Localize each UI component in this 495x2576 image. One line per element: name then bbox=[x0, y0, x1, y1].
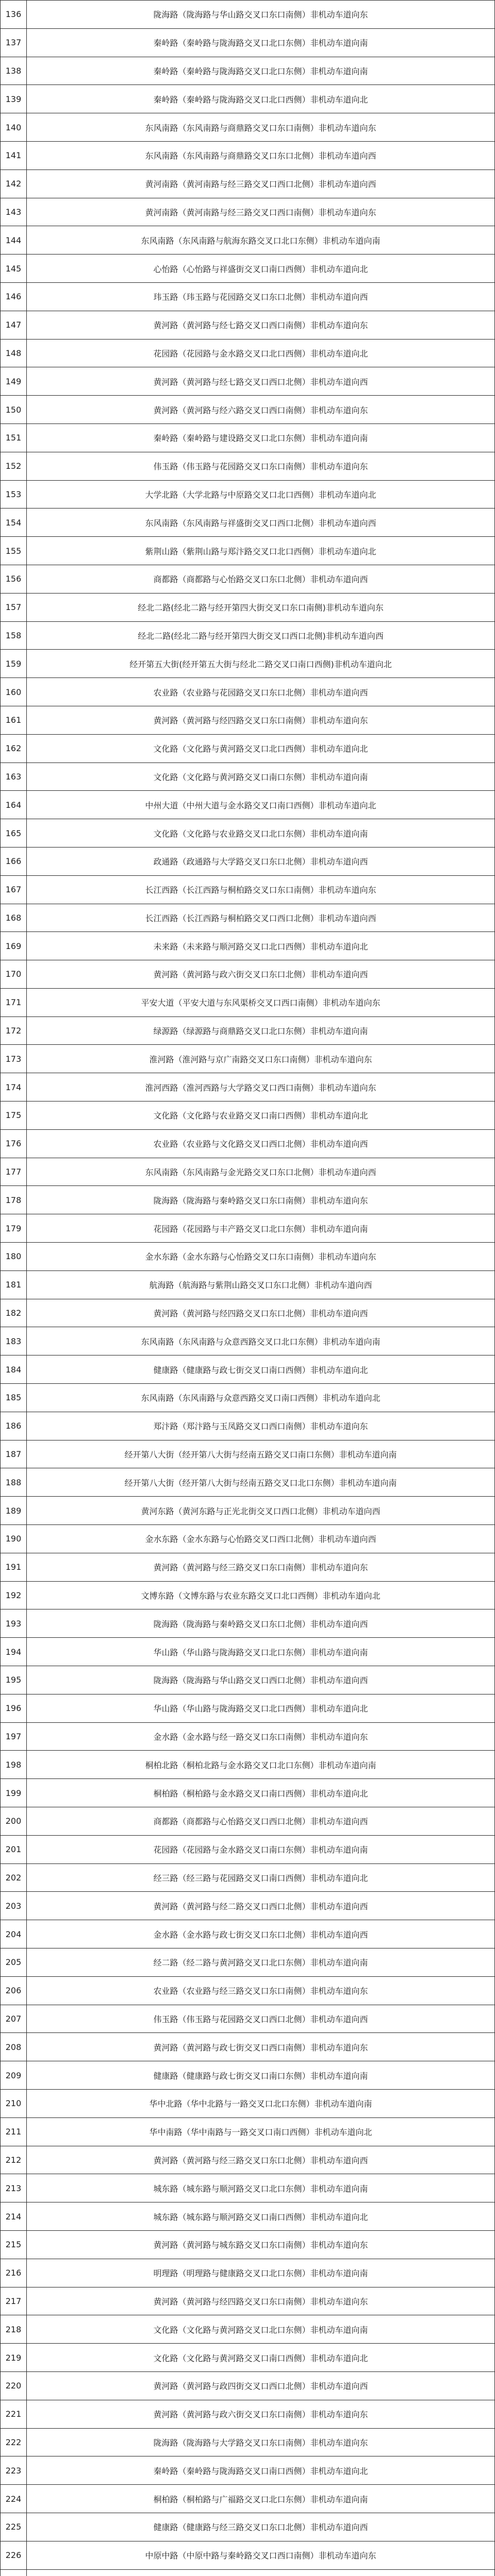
row-description: 文化路（文化路与农业路交叉口北口东侧）非机动车道向南 bbox=[27, 819, 495, 848]
row-number: 221 bbox=[1, 2400, 27, 2428]
row-number: 148 bbox=[1, 339, 27, 367]
table-row bbox=[1, 2344, 495, 2372]
row-description: 东风南路（东风南路与商鼎路交叉口东口北侧）非机动车道向西 bbox=[27, 141, 495, 170]
row-description: 城东路（城东路与顺河路交叉口北口东侧）非机动车道向南 bbox=[27, 2174, 495, 2202]
row-description: 文化路（文化路与黄河路交叉口南口西侧）非机动车道向北 bbox=[27, 2344, 495, 2372]
row-description: 伟玉路（伟玉路与花园路交叉口东口南侧）非机动车道向东 bbox=[27, 452, 495, 480]
row-description: 紫荆山路（紫荆山路与郑汴路交叉口北口西侧）非机动车道向北 bbox=[27, 537, 495, 565]
row-number: 196 bbox=[1, 1694, 27, 1722]
row-description: 东风南路（东风南路与商鼎路交叉口东口南侧）非机动车道向东 bbox=[27, 113, 495, 142]
row-description: 花园路（花园路与金水路交叉口北口西侧）非机动车道向北 bbox=[27, 339, 495, 367]
row-number: 139 bbox=[1, 85, 27, 113]
table-row bbox=[1, 509, 495, 537]
table-row bbox=[1, 2541, 495, 2569]
row-description: 经三路（经三路与花园路交叉口南口西侧）非机动车道向北 bbox=[27, 1863, 495, 1892]
table-row bbox=[1, 791, 495, 819]
table-row bbox=[1, 706, 495, 734]
row-number: 180 bbox=[1, 1243, 27, 1271]
row-description: 长江西路（长江西路与桐柏路交叉口东口南侧）非机动车道向东 bbox=[27, 875, 495, 904]
row-description: 黄河路（黄河路与经三路交叉口东口南侧）非机动车道向东 bbox=[27, 1553, 495, 1581]
table-row bbox=[1, 2005, 495, 2033]
table-row bbox=[1, 170, 495, 198]
table-row bbox=[1, 2259, 495, 2287]
row-number: 140 bbox=[1, 113, 27, 142]
row-description: 经开第五大街(经开第五大街与经北二路交叉口南口西侧)非机动车道向北 bbox=[27, 650, 495, 678]
table-row bbox=[1, 396, 495, 424]
row-number: 150 bbox=[1, 396, 27, 424]
row-number: 217 bbox=[1, 2287, 27, 2315]
table-row bbox=[1, 1045, 495, 1073]
row-description: 黄河路（黄河路与经四路交叉口东口南侧）非机动车道向东 bbox=[27, 2287, 495, 2315]
row-number: 181 bbox=[1, 1270, 27, 1299]
table-row bbox=[1, 847, 495, 875]
table-row bbox=[1, 1468, 495, 1497]
row-number: 193 bbox=[1, 1609, 27, 1638]
row-description: 黄河路（黄河路与经七路交叉口西口南侧）非机动车道向东 bbox=[27, 311, 495, 339]
row-description: 黄河路（黄河路与经二路交叉口西口北侧）非机动车道向西 bbox=[27, 1892, 495, 1920]
table-row bbox=[1, 932, 495, 960]
table-row bbox=[1, 1384, 495, 1412]
row-number: 163 bbox=[1, 762, 27, 791]
table-row bbox=[1, 1892, 495, 1920]
row-description: 秦岭路（秦岭路与建设路交叉口北口东侧）非机动车道向南 bbox=[27, 423, 495, 452]
row-description: 黄河路（黄河路与经六路交叉口西口南侧）非机动车道向东 bbox=[27, 396, 495, 424]
row-description: 黄河路（黄河路与经三路交叉口东口北侧）非机动车道向西 bbox=[27, 2146, 495, 2174]
table-row bbox=[1, 1609, 495, 1638]
table-row bbox=[1, 537, 495, 565]
row-description: 明理路（明理路与健康路交叉口北口东侧）非机动车道向南 bbox=[27, 2259, 495, 2287]
table-row bbox=[1, 819, 495, 848]
row-number: 224 bbox=[1, 2485, 27, 2513]
row-description: 华中南路（华中南路与一路交叉口南口西侧）非机动车道向北 bbox=[27, 2117, 495, 2146]
row-description: 经开第八大街（经开第八大街与经南五路交叉口南口东侧）非机动车道向南 bbox=[27, 1440, 495, 1468]
table-row bbox=[1, 282, 495, 311]
row-number: 218 bbox=[1, 2315, 27, 2344]
row-number: 216 bbox=[1, 2259, 27, 2287]
row-number: 156 bbox=[1, 565, 27, 593]
table-row bbox=[1, 1440, 495, 1468]
row-number: 191 bbox=[1, 1553, 27, 1581]
row-description: 文化路（文化路与黄河路交叉口北口东侧）非机动车道向南 bbox=[27, 2315, 495, 2344]
row-number: 136 bbox=[1, 1, 27, 29]
row-description: 农业路（农业路与文化路交叉口西口北侧）非机动车道向西 bbox=[27, 1129, 495, 1158]
row-number: 184 bbox=[1, 1355, 27, 1384]
row-description: 陇海路（陇海路与秦岭路交叉口东口北侧）非机动车道向西 bbox=[27, 1609, 495, 1638]
table-row bbox=[1, 141, 495, 170]
row-number: 210 bbox=[1, 2089, 27, 2117]
row-number: 171 bbox=[1, 988, 27, 1016]
row-number: 190 bbox=[1, 1525, 27, 1553]
row-description: 金水路（金水路与政七街交叉口东口北侧）非机动车道向西 bbox=[27, 1920, 495, 1948]
row-number: 204 bbox=[1, 1920, 27, 1948]
row-description: 文博东路（文博东路与农业东路交叉口北口西侧）非机动车道向北 bbox=[27, 1581, 495, 1609]
row-number: 185 bbox=[1, 1384, 27, 1412]
row-number: 222 bbox=[1, 2428, 27, 2456]
row-number: 141 bbox=[1, 141, 27, 170]
table-row bbox=[1, 650, 495, 678]
table-row bbox=[1, 2371, 495, 2400]
row-number: 186 bbox=[1, 1412, 27, 1440]
row-description: 健康路（健康路与经三路交叉口东口北侧）非机动车道向西 bbox=[27, 2513, 495, 2541]
row-number: 165 bbox=[1, 819, 27, 848]
row-description: 经北二路(经北二路与经开第四大街交叉口东口南侧)非机动车道向东 bbox=[27, 593, 495, 621]
row-description: 花园路（花园路与丰产路交叉口北口东侧）非机动车道向南 bbox=[27, 1214, 495, 1243]
table-row bbox=[1, 1779, 495, 1807]
row-description: 桐柏路（桐柏路与金水路交叉口南口西侧）非机动车道向北 bbox=[27, 1779, 495, 1807]
row-number: 213 bbox=[1, 2174, 27, 2202]
table-row bbox=[1, 2428, 495, 2456]
row-description: 黄河路（黄河路与政七街交叉口西口南侧）非机动车道向东 bbox=[27, 2033, 495, 2061]
row-description: 秦岭路（秦岭路与陇海路交叉口北口西侧）非机动车道向北 bbox=[27, 85, 495, 113]
row-description: 商都路（商都路与心怡路交叉口西口北侧）非机动车道向西 bbox=[27, 1807, 495, 1836]
row-description: 未来路（未来路与顺河路交叉口北口西侧）非机动车道向北 bbox=[27, 932, 495, 960]
table-row bbox=[1, 2174, 495, 2202]
row-description: 陇海路（陇海路与华山路交叉口东口南侧）非机动车道向东 bbox=[27, 1, 495, 29]
row-number: 194 bbox=[1, 1638, 27, 1666]
row-description: 城东路（城东路与顺河路交叉口南口西侧）非机动车道向北 bbox=[27, 2202, 495, 2231]
table-row bbox=[1, 311, 495, 339]
row-description: 陇海路（陇海路与大学路交叉口东口南侧）非机动车道向东 bbox=[27, 2428, 495, 2456]
row-description: 大学北路（大学北路与中原路交叉口北口西侧）非机动车道向北 bbox=[27, 480, 495, 509]
table-row bbox=[1, 339, 495, 367]
row-description: 黄河路（黄河路与经四路交叉口东口北侧）非机动车道向西 bbox=[27, 1299, 495, 1327]
row-number: 188 bbox=[1, 1468, 27, 1497]
table-row bbox=[1, 1243, 495, 1271]
row-description: 绿源路（绿源路与商鼎路交叉口北口东侧）非机动车道向南 bbox=[27, 1016, 495, 1045]
row-number: 164 bbox=[1, 791, 27, 819]
row-number: 226 bbox=[1, 2541, 27, 2569]
row-description: 农业路（农业路与经三路交叉口东口南侧）非机动车道向东 bbox=[27, 1976, 495, 2005]
row-description: 政通路（政通路与大学路交叉口东口北侧）非机动车道向西 bbox=[27, 847, 495, 875]
row-description: 黄河路（黄河路与经四路交叉口东口南侧）非机动车道向东 bbox=[27, 706, 495, 734]
row-number: 142 bbox=[1, 170, 27, 198]
row-number: 177 bbox=[1, 1158, 27, 1186]
row-description: 经北二路(经北二路与经开第四大街交叉口西口北侧)非机动车道向西 bbox=[27, 621, 495, 650]
row-number: 205 bbox=[1, 1948, 27, 1976]
row-description: 文化路（文化路与黄河路交叉口南口东侧）非机动车道向南 bbox=[27, 762, 495, 791]
row-number: 212 bbox=[1, 2146, 27, 2174]
table-row bbox=[1, 621, 495, 650]
table-row bbox=[1, 1, 495, 29]
row-description: 淮河路（淮河路与京广南路交叉口东口南侧）非机动车道向东 bbox=[27, 1045, 495, 1073]
row-number: 199 bbox=[1, 1779, 27, 1807]
row-number: 219 bbox=[1, 2344, 27, 2372]
table-row bbox=[1, 2089, 495, 2117]
row-number: 197 bbox=[1, 1722, 27, 1751]
row-number: 167 bbox=[1, 875, 27, 904]
row-description: 秦岭路（秦岭路与陇海路交叉口南口西侧）非机动车道向北 bbox=[27, 2456, 495, 2485]
row-number: 173 bbox=[1, 1045, 27, 1073]
table-row bbox=[1, 734, 495, 762]
table-row bbox=[1, 480, 495, 509]
row-description: 航海路（航海路与紫荆山路交叉口东口北侧）非机动车道向西 bbox=[27, 1270, 495, 1299]
table-row bbox=[1, 452, 495, 480]
row-description: 华中北路（华中北路与一路交叉口北口东侧）非机动车道向南 bbox=[27, 2089, 495, 2117]
table-row bbox=[1, 2315, 495, 2344]
row-description: 金水东路（金水东路与心怡路交叉口东口南侧）非机动车道向东 bbox=[27, 1243, 495, 1271]
row-number: 166 bbox=[1, 847, 27, 875]
row-description: 心怡路（心怡路与祥盛街交叉口南口西侧）非机动车道向北 bbox=[27, 255, 495, 283]
row-description: 商都路（商都路与心怡路交叉口东口北侧）非机动车道向西 bbox=[27, 565, 495, 593]
row-number: 152 bbox=[1, 452, 27, 480]
row-number: 158 bbox=[1, 621, 27, 650]
row-number: 215 bbox=[1, 2230, 27, 2259]
row-description: 伟玉路（伟玉路与花园路交叉口西口北侧）非机动车道向西 bbox=[27, 2005, 495, 2033]
table-row bbox=[1, 1101, 495, 1130]
row-description: 黄河路（黄河路与政四街交叉口西口北侧）非机动车道向西 bbox=[27, 2371, 495, 2400]
table-row bbox=[1, 28, 495, 57]
row-number: 207 bbox=[1, 2005, 27, 2033]
row-number: 223 bbox=[1, 2456, 27, 2485]
row-description: 秦岭路（秦岭路与陇海路交叉口北口东侧）非机动车道向南 bbox=[27, 28, 495, 57]
row-number: 137 bbox=[1, 28, 27, 57]
row-description: 秦岭路（秦岭路与陇海路交叉口北口东侧）非机动车道向南 bbox=[27, 57, 495, 85]
table-row bbox=[1, 1214, 495, 1243]
row-number: 195 bbox=[1, 1666, 27, 1694]
table-row bbox=[1, 1666, 495, 1694]
row-description: 黄河路（黄河路与经七路交叉口西口北侧）非机动车道向西 bbox=[27, 367, 495, 396]
row-number: 159 bbox=[1, 650, 27, 678]
row-description: 东风南路（东风南路与航海东路交叉口北口东侧）非机动车道向南 bbox=[27, 226, 495, 255]
row-number: 175 bbox=[1, 1101, 27, 1130]
row-description: 中州大道（中州大道与金水路交叉口南口西侧）非机动车道向北 bbox=[27, 791, 495, 819]
table-row bbox=[1, 1581, 495, 1609]
table-row bbox=[1, 1016, 495, 1045]
row-number: 198 bbox=[1, 1751, 27, 1779]
table-row bbox=[1, 1807, 495, 1836]
table-row bbox=[1, 255, 495, 283]
table-row bbox=[1, 1299, 495, 1327]
table-row bbox=[1, 57, 495, 85]
row-number: 178 bbox=[1, 1186, 27, 1214]
table-row bbox=[1, 1073, 495, 1101]
row-description: 农业路（农业路与花园路交叉口东口北侧）非机动车道向西 bbox=[27, 678, 495, 706]
row-number: 168 bbox=[1, 904, 27, 932]
row-description: 文化路（文化路与黄河路交叉口北口西侧）非机动车道向北 bbox=[27, 734, 495, 762]
table-row bbox=[1, 1920, 495, 1948]
row-description: 金水路（金水路与经一路交叉口东口南侧）非机动车道向东 bbox=[27, 1722, 495, 1751]
row-number: 200 bbox=[1, 1807, 27, 1836]
table-row bbox=[1, 988, 495, 1016]
table-row bbox=[1, 2230, 495, 2259]
row-number: 174 bbox=[1, 1073, 27, 1101]
row-description: 玮玉路（玮玉路与花园路交叉口东口北侧）非机动车道向西 bbox=[27, 282, 495, 311]
table-row bbox=[1, 1497, 495, 1525]
table-row bbox=[1, 1638, 495, 1666]
row-description: 陇海路（陇海路与秦岭路交叉口东口南侧）非机动车道向东 bbox=[27, 1186, 495, 1214]
row-description: 陇海路（陇海路与华山路交叉口西口北侧）非机动车道向西 bbox=[27, 1666, 495, 1694]
table-row bbox=[1, 1525, 495, 1553]
row-description: 东风南路（东风南路与众意西路交叉口南口西侧）非机动车道向北 bbox=[27, 1384, 495, 1412]
row-description: 平安大道（平安大道与东风渠桥交叉口西口南侧）非机动车道向东 bbox=[27, 988, 495, 1016]
table-row bbox=[1, 1186, 495, 1214]
table-row bbox=[1, 85, 495, 113]
table-row bbox=[1, 960, 495, 989]
row-description: 健康路（健康路与政七街交叉口南口东侧）非机动车道向南 bbox=[27, 2061, 495, 2090]
row-number: 225 bbox=[1, 2513, 27, 2541]
table-row bbox=[1, 2117, 495, 2146]
table-row bbox=[1, 2485, 495, 2513]
row-description: 东风南路（东风南路与金光路交叉口东口北侧）非机动车道向西 bbox=[27, 1158, 495, 1186]
table-row bbox=[1, 1722, 495, 1751]
row-description: 长江西路（长江西路与桐柏路交叉口西口北侧）非机动车道向西 bbox=[27, 904, 495, 932]
table-row bbox=[1, 1129, 495, 1158]
row-number: 182 bbox=[1, 1299, 27, 1327]
row-number: 214 bbox=[1, 2202, 27, 2231]
row-description: 健康路（健康路与政七街交叉口南口西侧）非机动车道向北 bbox=[27, 1355, 495, 1384]
table-row bbox=[1, 1835, 495, 1863]
row-number: 162 bbox=[1, 734, 27, 762]
row-number: 201 bbox=[1, 1835, 27, 1863]
row-number: 151 bbox=[1, 423, 27, 452]
table-row bbox=[1, 423, 495, 452]
row-description: 经二路（经二路与黄河路交叉口北口东侧）非机动车道向南 bbox=[27, 1948, 495, 1976]
row-description: 金水东路（金水东路与心怡路交叉口西口北侧）非机动车道向西 bbox=[27, 1525, 495, 1553]
row-number: 172 bbox=[1, 1016, 27, 1045]
row-number: 138 bbox=[1, 57, 27, 85]
table-row bbox=[1, 2513, 495, 2541]
row-number: 160 bbox=[1, 678, 27, 706]
table-row bbox=[1, 1270, 495, 1299]
table-row bbox=[1, 1355, 495, 1384]
row-number: 202 bbox=[1, 1863, 27, 1892]
table-row bbox=[1, 198, 495, 226]
table-body bbox=[1, 1, 495, 2576]
table-row bbox=[1, 2456, 495, 2485]
row-number: 209 bbox=[1, 2061, 27, 2090]
row-description: 中原中路（中原中路与秦岭路交叉口西口南侧）非机动车道向东 bbox=[27, 2541, 495, 2569]
row-description: 东风南路（东风南路与众意西路交叉口北口东侧）非机动车道向南 bbox=[27, 1327, 495, 1355]
table-row bbox=[1, 2400, 495, 2428]
row-description: 黄河路（黄河路与政六街交叉口东口北侧）非机动车道向西 bbox=[27, 960, 495, 989]
table-row bbox=[1, 113, 495, 142]
row-number: 208 bbox=[1, 2033, 27, 2061]
row-number: 176 bbox=[1, 1129, 27, 1158]
row-number bbox=[1, 2569, 27, 2576]
table-row bbox=[1, 2146, 495, 2174]
table-row bbox=[1, 1553, 495, 1581]
table-row bbox=[1, 2033, 495, 2061]
row-description: 黄河东路（黄河东路与正光北街交叉口西口北侧）非机动车道向西 bbox=[27, 1497, 495, 1525]
row-description: 文化路（文化路与农业路交叉口南口西侧）非机动车道向北 bbox=[27, 1101, 495, 1130]
row-number: 149 bbox=[1, 367, 27, 396]
row-description: 桐柏北路（桐柏北路与金水路交叉口北口东侧）非机动车道向南 bbox=[27, 1751, 495, 1779]
table-row bbox=[1, 593, 495, 621]
row-number: 189 bbox=[1, 1497, 27, 1525]
table-row bbox=[1, 1412, 495, 1440]
row-description: 淮河西路（淮河西路与大学路交叉口西口南侧）非机动车道向东 bbox=[27, 1073, 495, 1101]
table-row bbox=[1, 2569, 495, 2576]
table-row bbox=[1, 226, 495, 255]
row-description: 郑汴路（郑汴路与玉凤路交叉口西口南侧）非机动车道向东 bbox=[27, 1412, 495, 1440]
row-description: 桐柏路（桐柏路与广福路交叉口北口东侧）非机动车道向南 bbox=[27, 2485, 495, 2513]
row-number: 179 bbox=[1, 1214, 27, 1243]
row-number: 206 bbox=[1, 1976, 27, 2005]
table-row bbox=[1, 1863, 495, 1892]
table-row bbox=[1, 1751, 495, 1779]
row-number: 161 bbox=[1, 706, 27, 734]
row-description: 黄河南路（黄河南路与经三路交叉口西口北侧）非机动车道向西 bbox=[27, 170, 495, 198]
row-description: 华山路（华山路与陇海路交叉口北口西侧）非机动车道向北 bbox=[27, 1694, 495, 1722]
row-description: 黄河南路（黄河南路与经三路交叉口西口南侧）非机动车道向东 bbox=[27, 198, 495, 226]
table-row bbox=[1, 904, 495, 932]
table-row bbox=[1, 1948, 495, 1976]
row-number: 192 bbox=[1, 1581, 27, 1609]
row-number: 220 bbox=[1, 2371, 27, 2400]
row-description: 花园路（花园路与金水路交叉口南口东侧）非机动车道向南 bbox=[27, 1835, 495, 1863]
table-row bbox=[1, 2287, 495, 2315]
table-row bbox=[1, 1976, 495, 2005]
row-number: 153 bbox=[1, 480, 27, 509]
table-row bbox=[1, 762, 495, 791]
row-description: 黄河路（黄河路与政六街交叉口东口南侧）非机动车道向东 bbox=[27, 2400, 495, 2428]
row-number: 147 bbox=[1, 311, 27, 339]
row-description bbox=[27, 2569, 495, 2576]
row-number: 157 bbox=[1, 593, 27, 621]
row-number: 154 bbox=[1, 509, 27, 537]
row-description: 东风南路（东风南路与祥盛街交叉口西口北侧）非机动车道向西 bbox=[27, 509, 495, 537]
row-number: 145 bbox=[1, 255, 27, 283]
table-row bbox=[1, 2202, 495, 2231]
table-row bbox=[1, 875, 495, 904]
row-number: 170 bbox=[1, 960, 27, 989]
row-number: 187 bbox=[1, 1440, 27, 1468]
table-row bbox=[1, 565, 495, 593]
row-number: 155 bbox=[1, 537, 27, 565]
row-description: 经开第八大街（经开第八大街与经南五路交叉口北口东侧）非机动车道向南 bbox=[27, 1468, 495, 1497]
row-number: 183 bbox=[1, 1327, 27, 1355]
row-description: 华山路（华山路与陇海路交叉口北口东侧）非机动车道向南 bbox=[27, 1638, 495, 1666]
row-number: 169 bbox=[1, 932, 27, 960]
row-number: 146 bbox=[1, 282, 27, 311]
table-row bbox=[1, 1694, 495, 1722]
row-number: 144 bbox=[1, 226, 27, 255]
table-row bbox=[1, 1327, 495, 1355]
table-row bbox=[1, 678, 495, 706]
table-row bbox=[1, 367, 495, 396]
table-row bbox=[1, 2061, 495, 2090]
table-row bbox=[1, 1158, 495, 1186]
row-description: 黄河路（黄河路与城东路交叉口东口南侧）非机动车道向东 bbox=[27, 2230, 495, 2259]
row-number: 143 bbox=[1, 198, 27, 226]
row-number: 211 bbox=[1, 2117, 27, 2146]
row-number: 203 bbox=[1, 1892, 27, 1920]
